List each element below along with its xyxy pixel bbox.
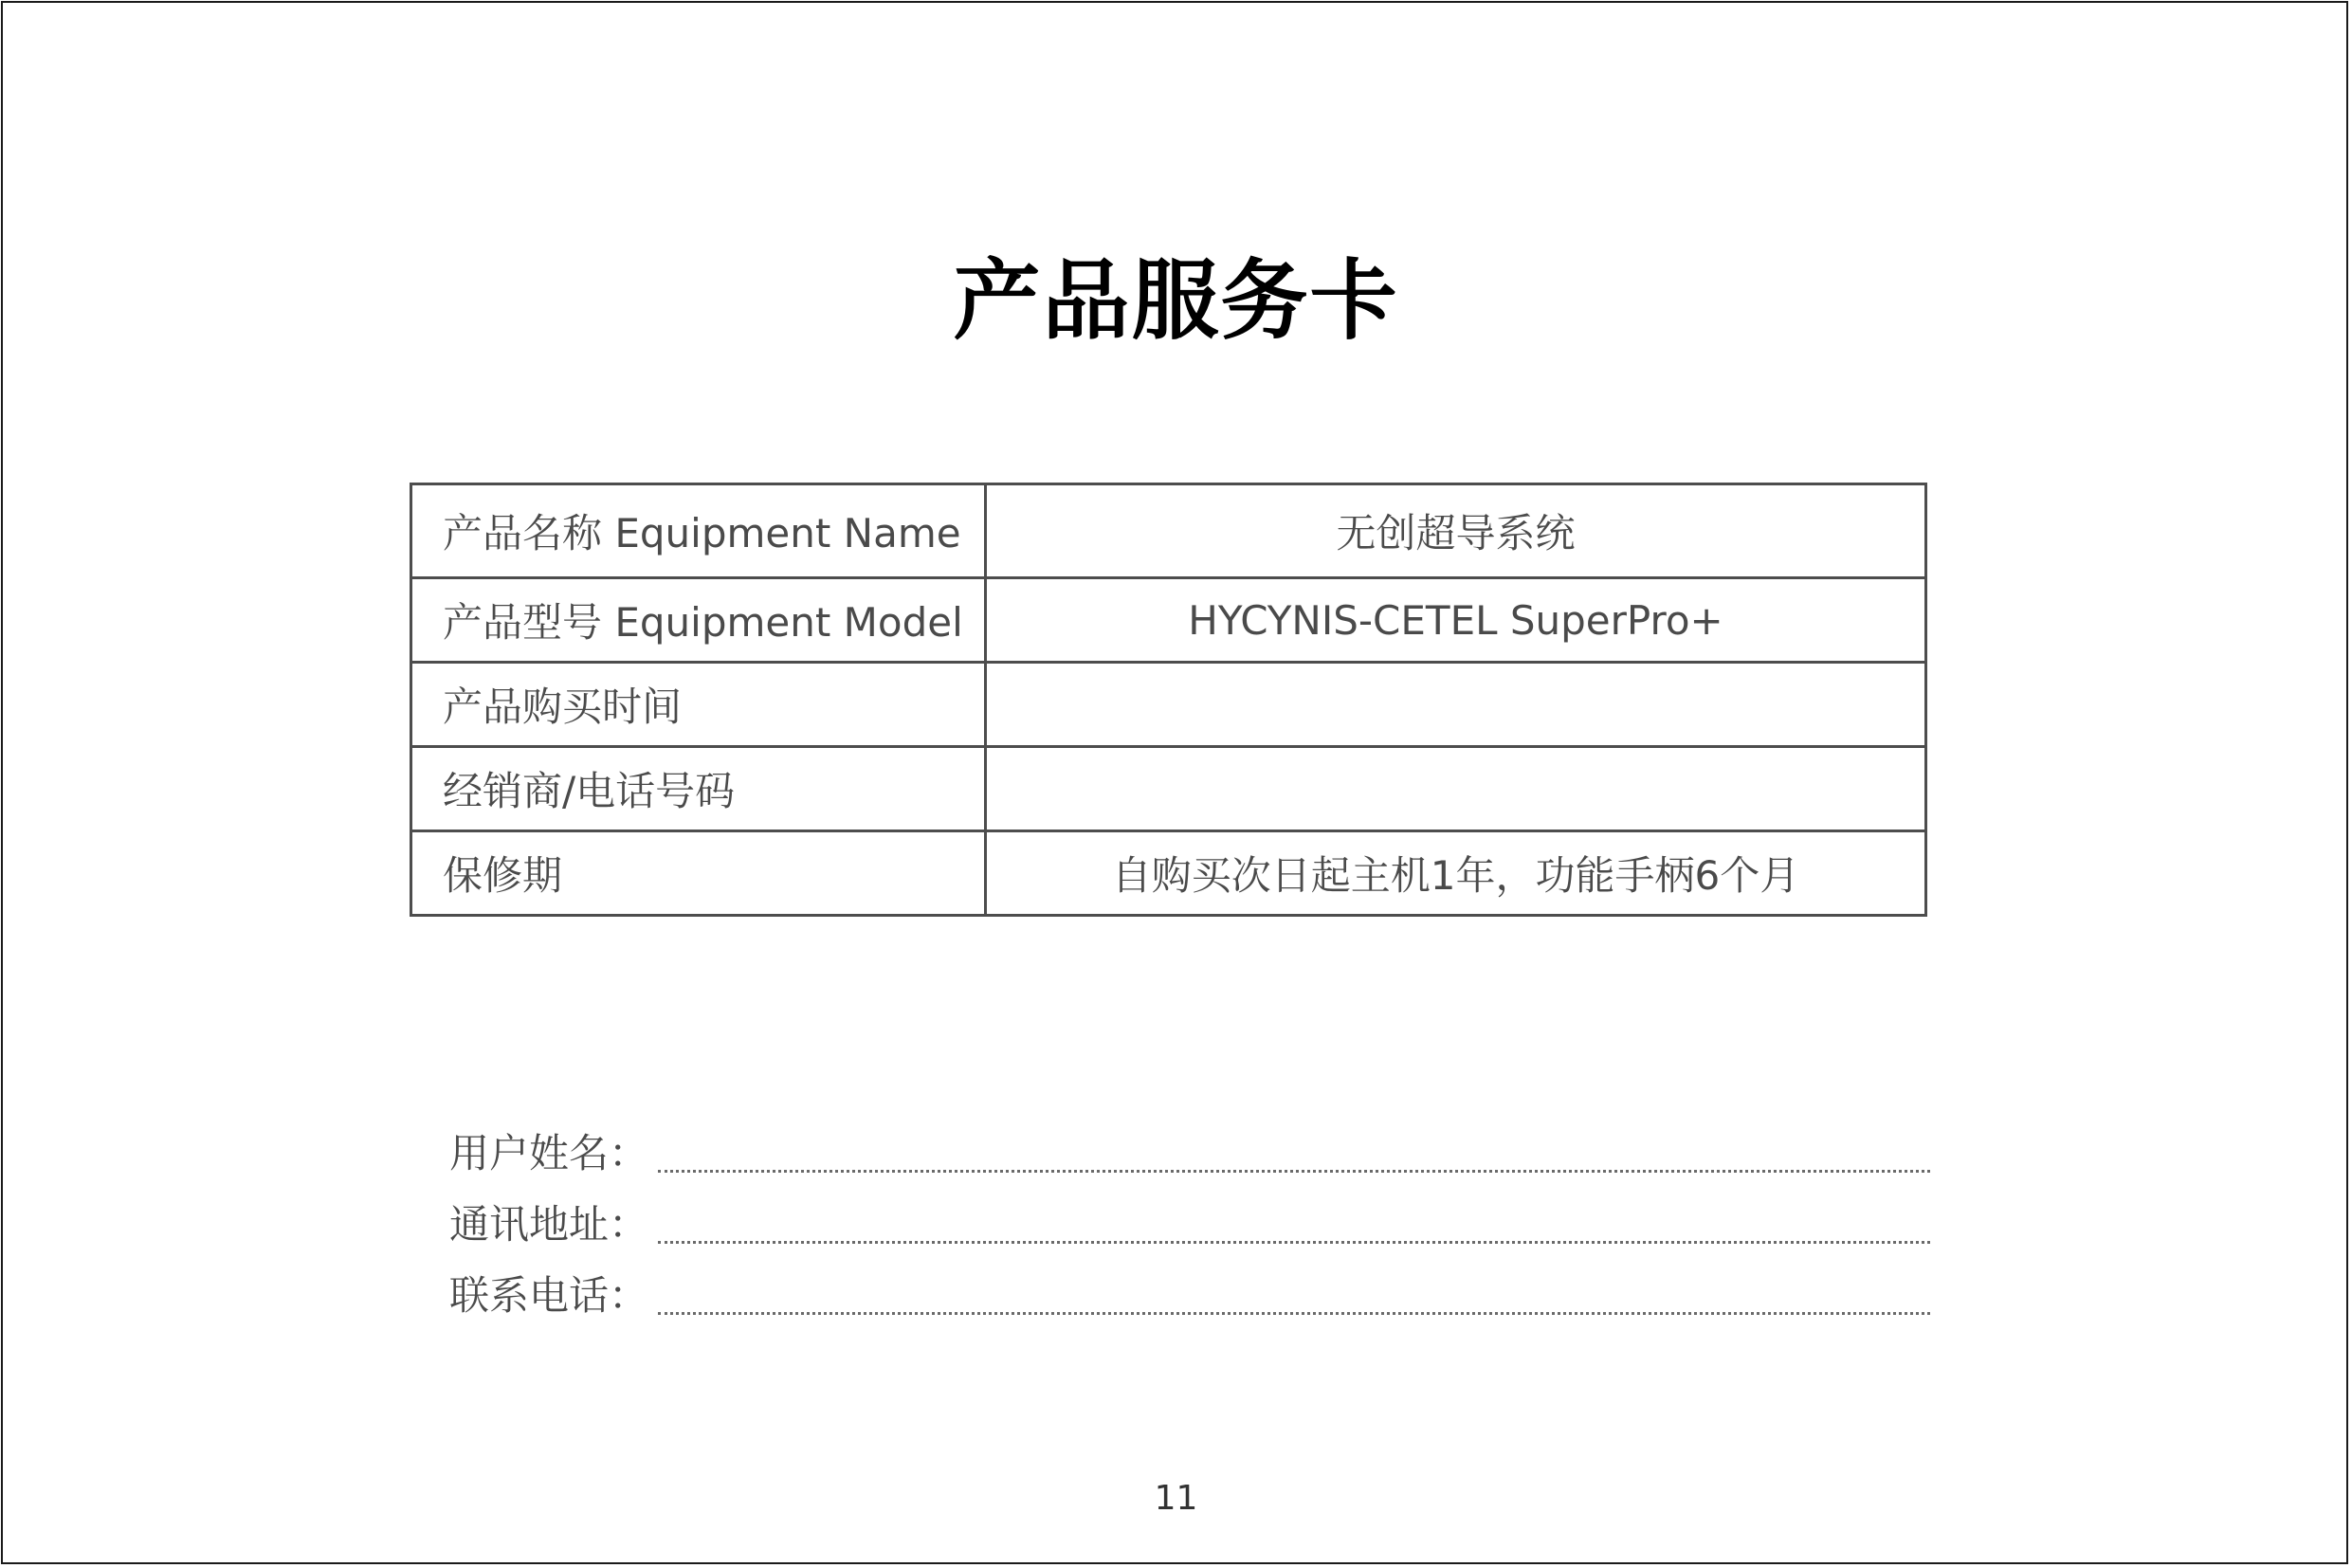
- page-number: 11: [1154, 1479, 1198, 1518]
- table-row: [411, 578, 1926, 663]
- user-name-line[interactable]: [658, 1170, 1930, 1173]
- table-row: [411, 747, 1926, 831]
- address-line[interactable]: [658, 1241, 1930, 1244]
- warranty-label: 保修期: [411, 831, 986, 916]
- warranty-value: 自购买次日起主机1年，功能手柄6个月: [986, 831, 1926, 916]
- user-name-row: [449, 1111, 1930, 1182]
- dealer-phone-label: 经销商/电话号码: [411, 747, 986, 831]
- equipment-name-label: 产品名称 Equipment Name: [411, 484, 986, 578]
- equipment-model-label: 产品型号 Equipment Model: [411, 578, 986, 663]
- page-title: 产品服务卡: [953, 250, 1399, 352]
- table-row: [411, 831, 1926, 916]
- equipment-name-value: 无创超导系统: [986, 484, 1926, 578]
- product-info-table: [410, 483, 1927, 917]
- user-name-label: 用户姓名：: [449, 1130, 649, 1176]
- equipment-model-value: HYCYNIS-CETEL SuperPro+: [986, 578, 1926, 663]
- phone-row: [449, 1253, 1930, 1324]
- address-label: 通讯地址：: [449, 1201, 649, 1248]
- address-row: [449, 1182, 1930, 1253]
- phone-line[interactable]: [658, 1312, 1930, 1315]
- phone-label: 联系电话：: [449, 1272, 649, 1319]
- table-row: [411, 663, 1926, 747]
- purchase-date-label: 产品购买时间: [411, 663, 986, 747]
- customer-fields: [449, 1111, 1930, 1324]
- dealer-phone-value[interactable]: [986, 747, 1926, 831]
- purchase-date-value[interactable]: [986, 663, 1926, 747]
- table-row: [411, 484, 1926, 578]
